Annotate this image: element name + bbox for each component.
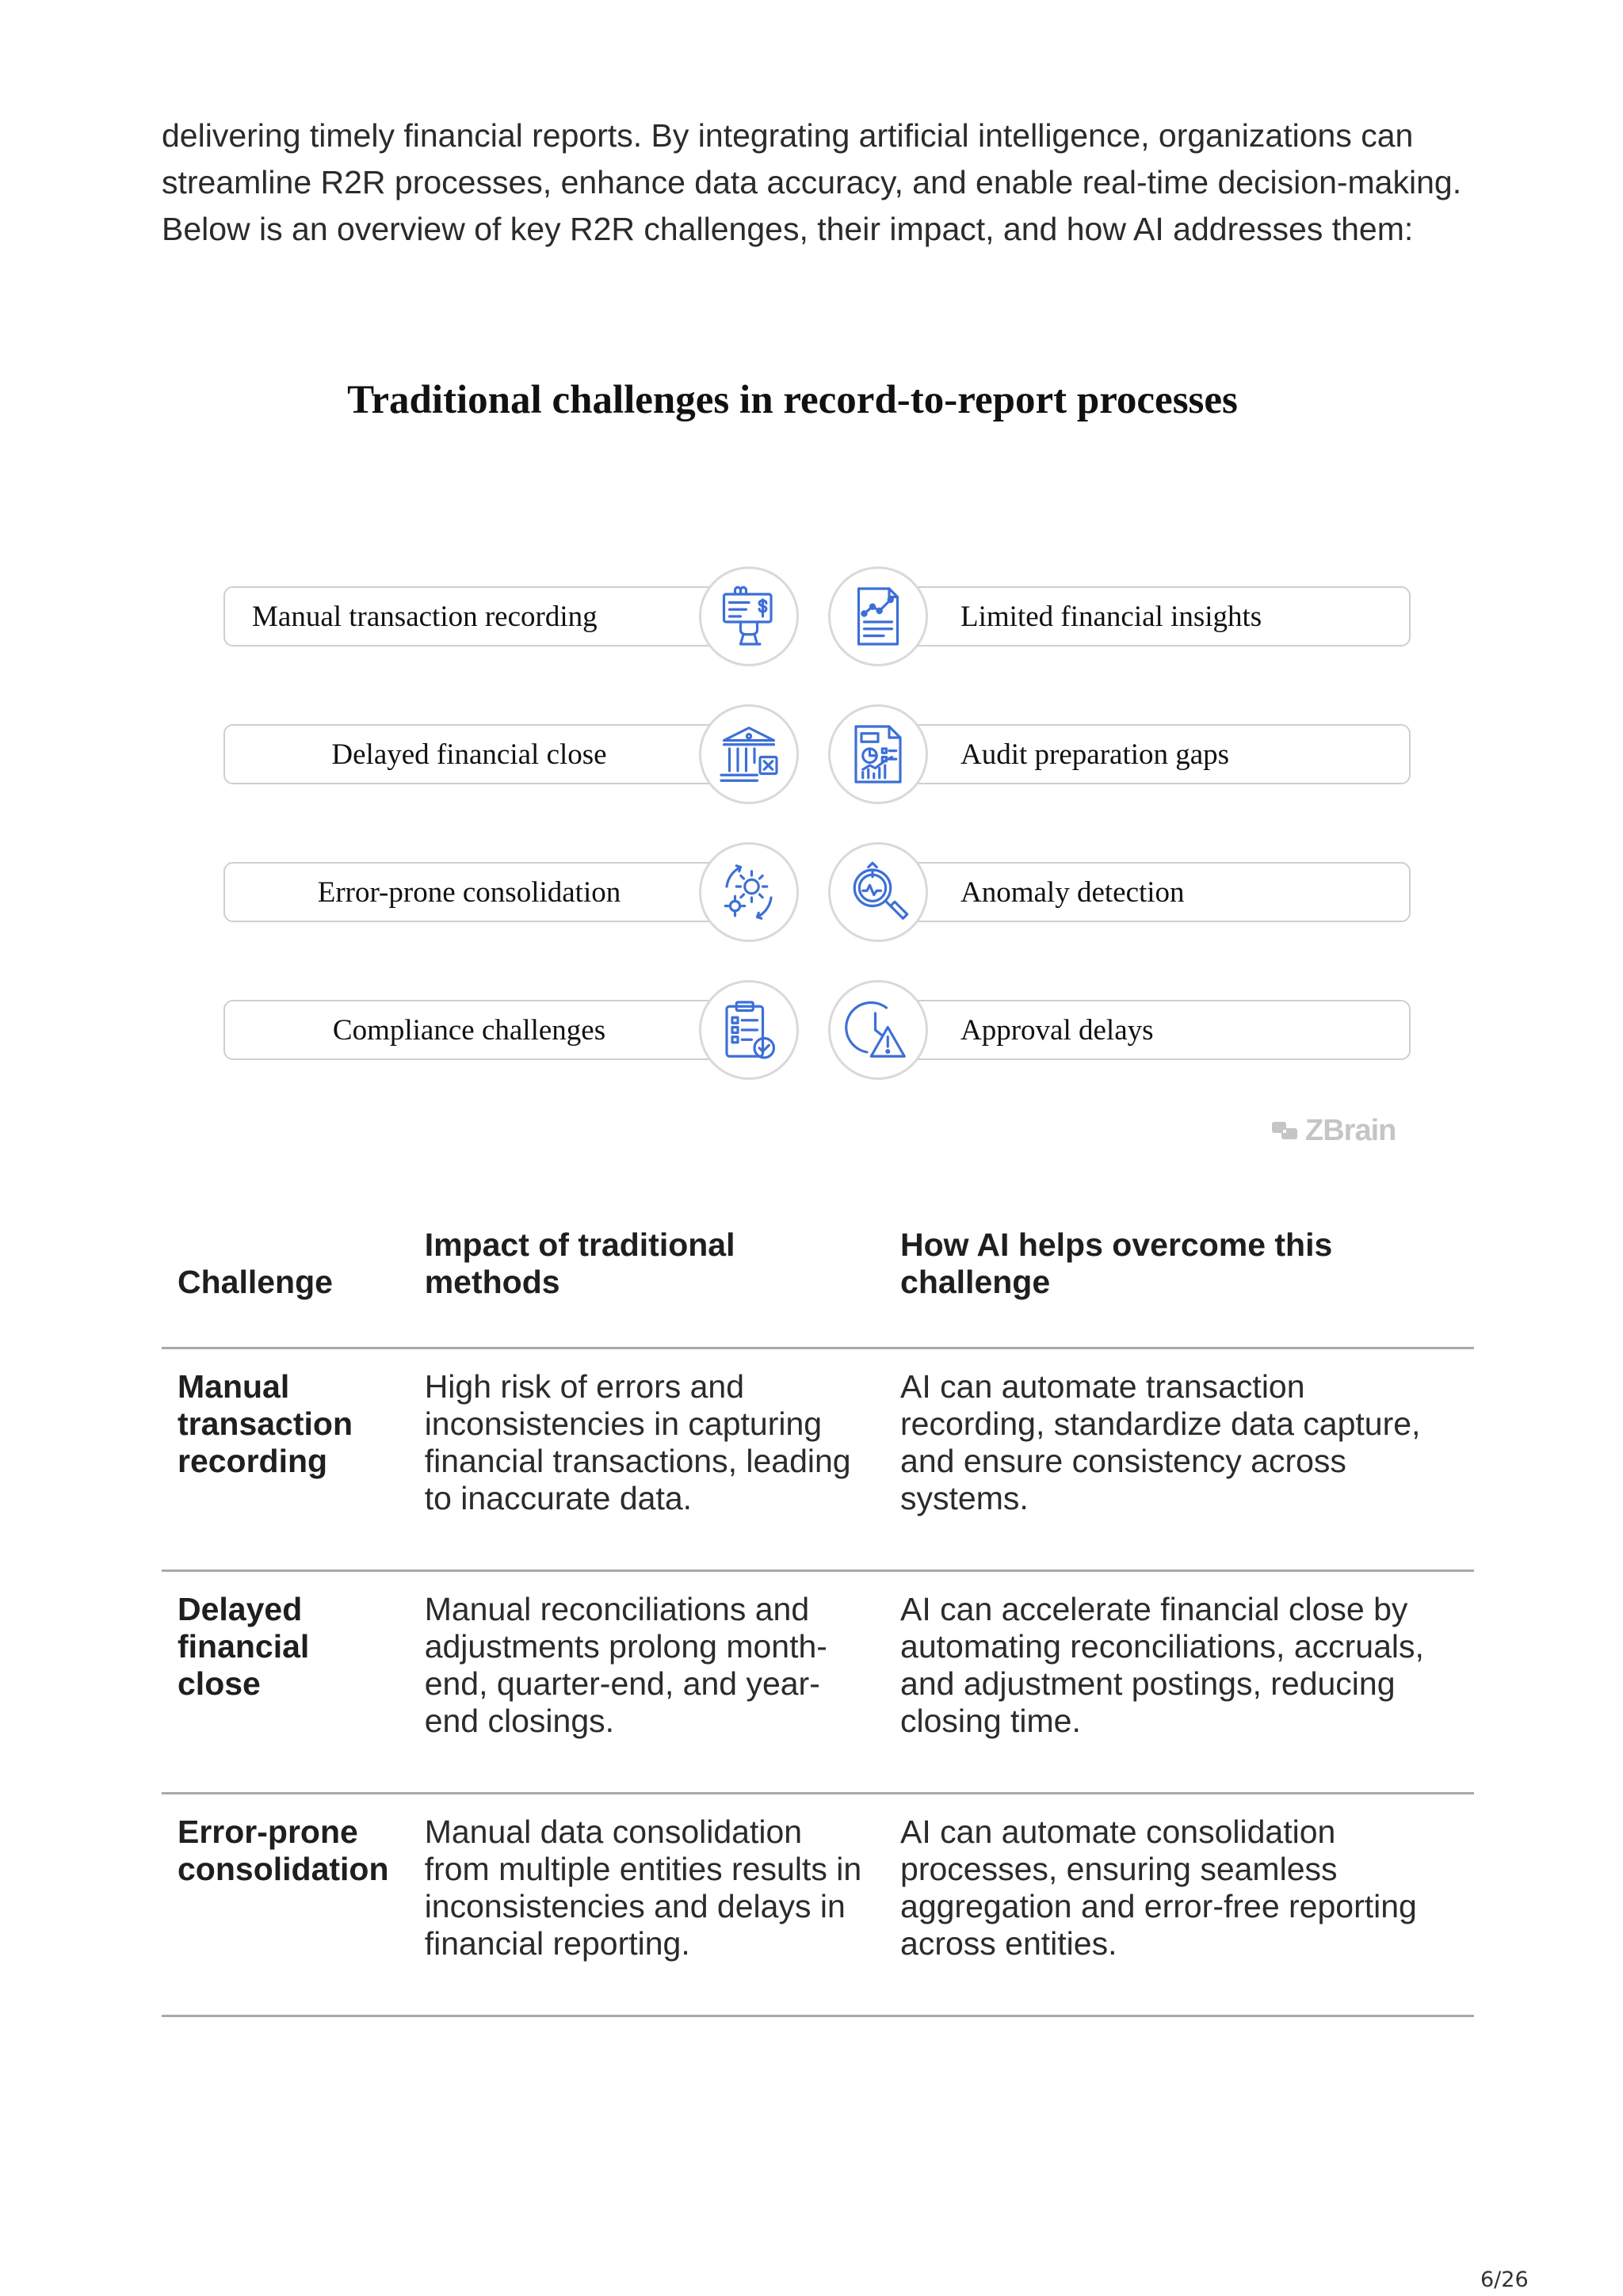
page-number: 6/26	[1480, 2267, 1529, 2292]
cell-ai-help: AI can accelerate financial close by automating reconciliations, accruals, and adjustment postings, reducing closing time.	[884, 1571, 1474, 1794]
pill-label: Error-prone consolidation	[317, 875, 621, 909]
pill-label: Audit preparation gaps	[960, 738, 1230, 771]
challenge-pill-delayed-financial-close	[223, 724, 731, 784]
clipboard-check-icon	[699, 980, 799, 1080]
pill-label: Approval delays	[960, 1013, 1154, 1047]
challenge-pill-audit-preparation-gaps	[864, 724, 1411, 784]
challenge-pill-compliance-challenges	[223, 1000, 731, 1060]
cell-ai-help: AI can automate transaction recording, standardize data capture, and ensure consistency across systems.	[884, 1348, 1474, 1571]
challenge-pill-approval-delays	[864, 1000, 1411, 1060]
diagram-title: Traditional challenges in record-to-report processes	[347, 378, 1238, 422]
audit-document-icon	[828, 704, 928, 804]
zbrain-logo	[1272, 1114, 1396, 1148]
challenges-table	[162, 1226, 1474, 2017]
magnifier-alert-icon	[828, 842, 928, 942]
cell-challenge: Manual transaction recording	[162, 1348, 409, 1571]
pill-label: Manual transaction recording	[252, 600, 598, 633]
cell-impact: Manual reconciliations and adjustments prolong month-end, quarter-end, and year-end closings.	[409, 1571, 884, 1794]
cell-challenge: Delayed financial close	[162, 1571, 409, 1794]
pill-label: Delayed financial close	[331, 738, 607, 771]
check-payment-icon	[699, 566, 799, 666]
cell-challenge: Error-prone consolidation	[162, 1794, 409, 2016]
clock-warning-icon	[828, 980, 928, 1080]
pill-label: Compliance challenges	[332, 1013, 606, 1047]
intro-paragraph: delivering timely financial reports. By integrating artificial intelligence, organizations can streamline R2R processes, enhance data accuracy, and enable real-time decision-making. Below is an overview of key R2R challenges, their impact, and how AI addresses them:	[162, 117, 1462, 247]
table-row	[162, 1794, 1474, 2016]
bank-building-icon	[699, 704, 799, 804]
header-ai-help: How AI helps overcome this challenge	[884, 1226, 1474, 1348]
zbrain-logo-text: ZBrain	[1305, 1114, 1396, 1147]
pill-label: Limited financial insights	[960, 600, 1262, 633]
header-impact: Impact of traditional methods	[409, 1226, 884, 1348]
table-row	[162, 1571, 1474, 1794]
challenge-pill-limited-financial-insights	[864, 586, 1411, 646]
cell-impact: High risk of errors and inconsistencies in capturing financial transactions, leading to inaccurate data.	[409, 1348, 884, 1571]
zbrain-logo-icon	[1272, 1120, 1299, 1142]
challenge-pill-error-prone-consolidation	[223, 862, 731, 922]
table-row	[162, 1348, 1474, 1571]
challenge-pill-anomaly-detection	[864, 862, 1411, 922]
gear-cycle-icon	[699, 842, 799, 942]
cell-ai-help: AI can automate consolidation processes, ensuring seamless aggregation and error-free reporting across entities.	[884, 1794, 1474, 2016]
challenge-pill-manual-transaction-recording	[223, 586, 731, 646]
table-header-row	[162, 1226, 1474, 1348]
pill-label: Anomaly detection	[960, 875, 1185, 909]
cell-impact: Manual data consolidation from multiple entities results in inconsistencies and delays in financial reporting.	[409, 1794, 884, 2016]
report-chart-icon	[828, 566, 928, 666]
header-challenge: Challenge	[162, 1226, 409, 1348]
